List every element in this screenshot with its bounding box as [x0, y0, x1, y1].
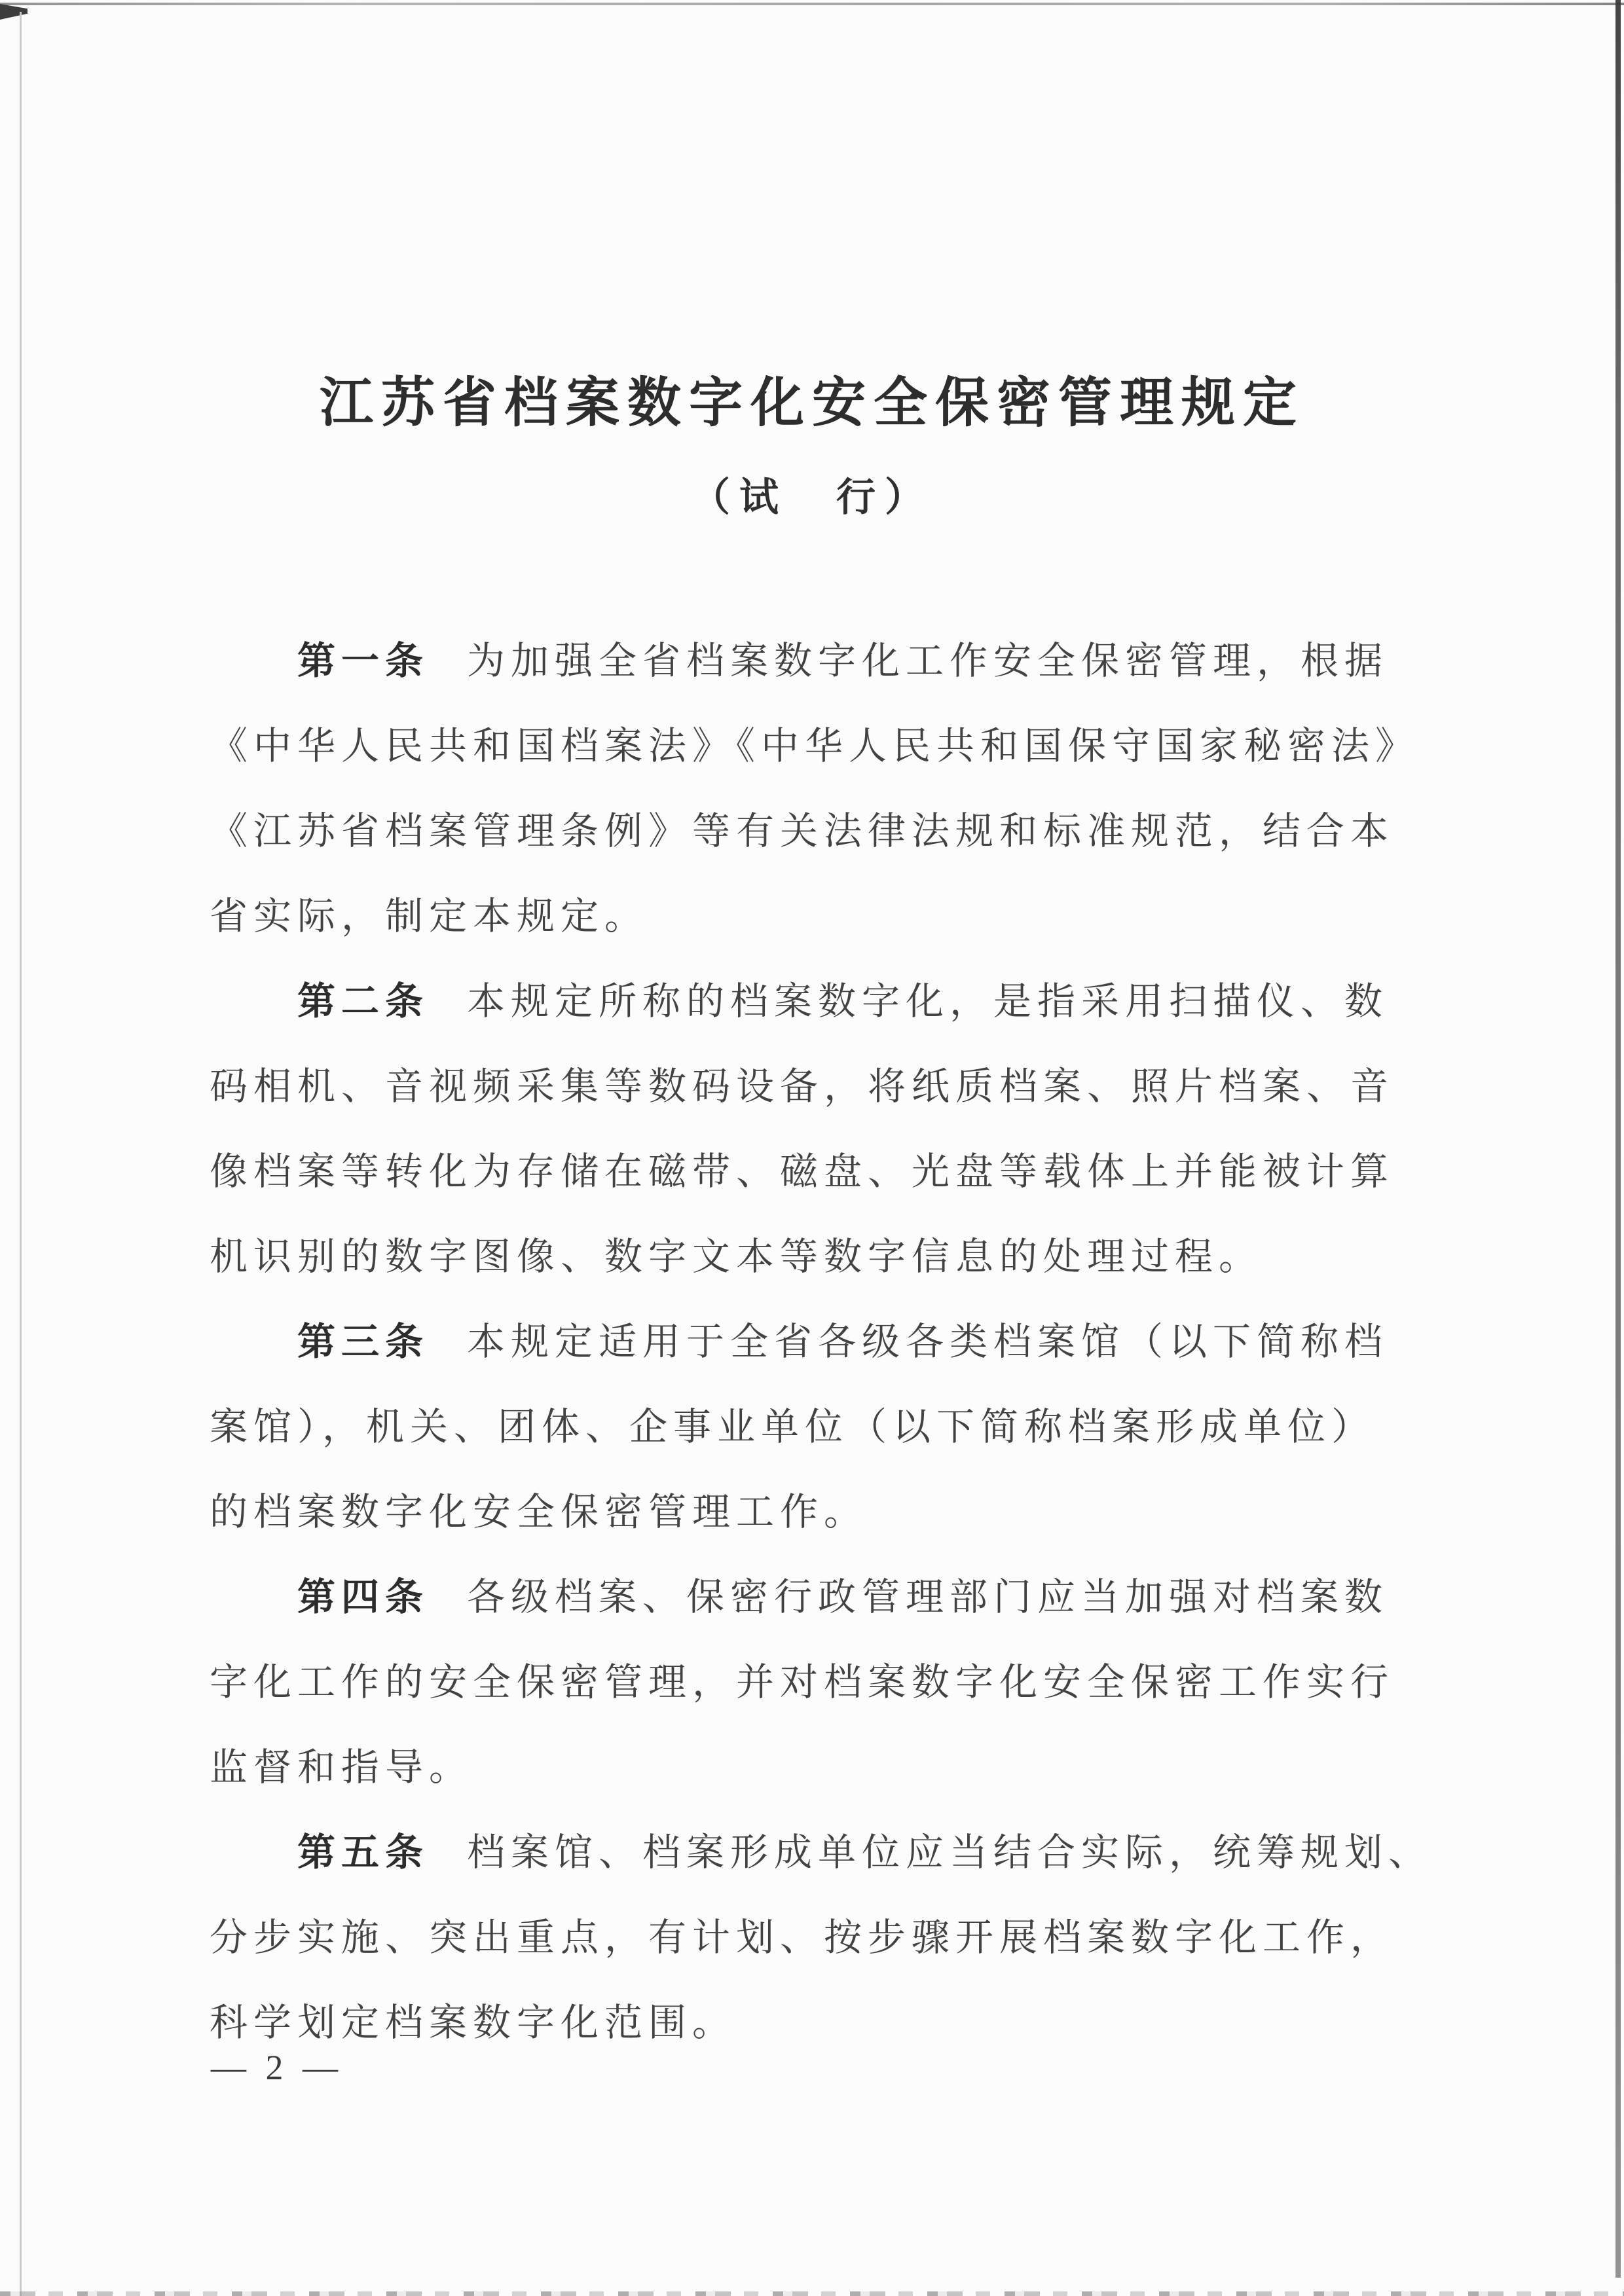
- article-number-label: 第二条: [297, 980, 430, 1023]
- document-subtitle: （试 行）: [691, 476, 933, 519]
- article-line-text: 本规定所称的档案数字化，是指采用扫描仪、数: [467, 980, 1389, 1023]
- document-title: 江苏省档案数字化安全保密管理规定: [319, 373, 1304, 433]
- article-list: [210, 619, 1441, 2066]
- article-line: 码相机、音视频采集等数码设备，将纸质档案、照片档案、音: [210, 1065, 1395, 1108]
- article-line: 案馆），机关、团体、企事业单位（以下简称档案形成单位）: [210, 1406, 1376, 1448]
- scan-edge-bottom: [0, 2291, 1624, 2296]
- article-line: 《江苏省档案管理条例》等有关法律法规和标准规范，结合本: [210, 810, 1395, 852]
- article-paragraph: [210, 1555, 1441, 1810]
- article-paragraph: [210, 959, 1441, 1300]
- article-line: 的档案数字化安全保密管理工作。: [210, 1491, 868, 1533]
- article-line-text: 为加强全省档案数字化工作安全保密管理，根据: [467, 640, 1389, 682]
- page-number: — 2 —: [211, 2048, 343, 2087]
- article-line: [210, 1300, 1441, 1385]
- article-line: [210, 619, 1441, 704]
- scan-edge-top: [0, 3, 1624, 5]
- scan-edge-left: [20, 12, 22, 2296]
- scan-edge-right: [1615, 0, 1621, 2278]
- article-line-text: 各级档案、保密行政管理部门应当加强对档案数: [467, 1576, 1389, 1618]
- article-line: 省实际，制定本规定。: [210, 895, 649, 938]
- article-line: 像档案等转化为存储在磁带、磁盘、光盘等载体上并能被计算: [210, 1150, 1395, 1193]
- article-line: [210, 1810, 1441, 1895]
- article-paragraph: [210, 1810, 1441, 2066]
- article-number-label: 第五条: [297, 1831, 430, 1874]
- article-line: 分步实施、突出重点，有计划、按步骤开展档案数字化工作，: [210, 1916, 1395, 1959]
- article-line: [210, 1555, 1441, 1640]
- article-line: [210, 959, 1441, 1044]
- article-paragraph: [210, 619, 1441, 959]
- article-line: 科学划定档案数字化范围。: [210, 2001, 737, 2044]
- article-line-text: 本规定适用于全省各级各类档案馆（以下简称档: [467, 1321, 1389, 1363]
- article-line: 《中华人民共和国档案法》《中华人民共和国保守国家秘密法》: [210, 725, 1420, 767]
- article-number-label: 第三条: [297, 1321, 430, 1363]
- article-line: 监督和指导。: [210, 1746, 473, 1789]
- article-paragraph: [210, 1300, 1441, 1555]
- article-line: 字化工作的安全保密管理，并对档案数字化安全保密工作实行: [210, 1661, 1395, 1704]
- article-number-label: 第四条: [297, 1576, 430, 1618]
- article-line-text: 档案馆、档案形成单位应当结合实际，统筹规划、: [467, 1831, 1433, 1874]
- scan-corner-artifact: [0, 4, 28, 20]
- article-number-label: 第一条: [297, 640, 430, 682]
- article-line: 机识别的数字图像、数字文本等数字信息的处理过程。: [210, 1235, 1263, 1278]
